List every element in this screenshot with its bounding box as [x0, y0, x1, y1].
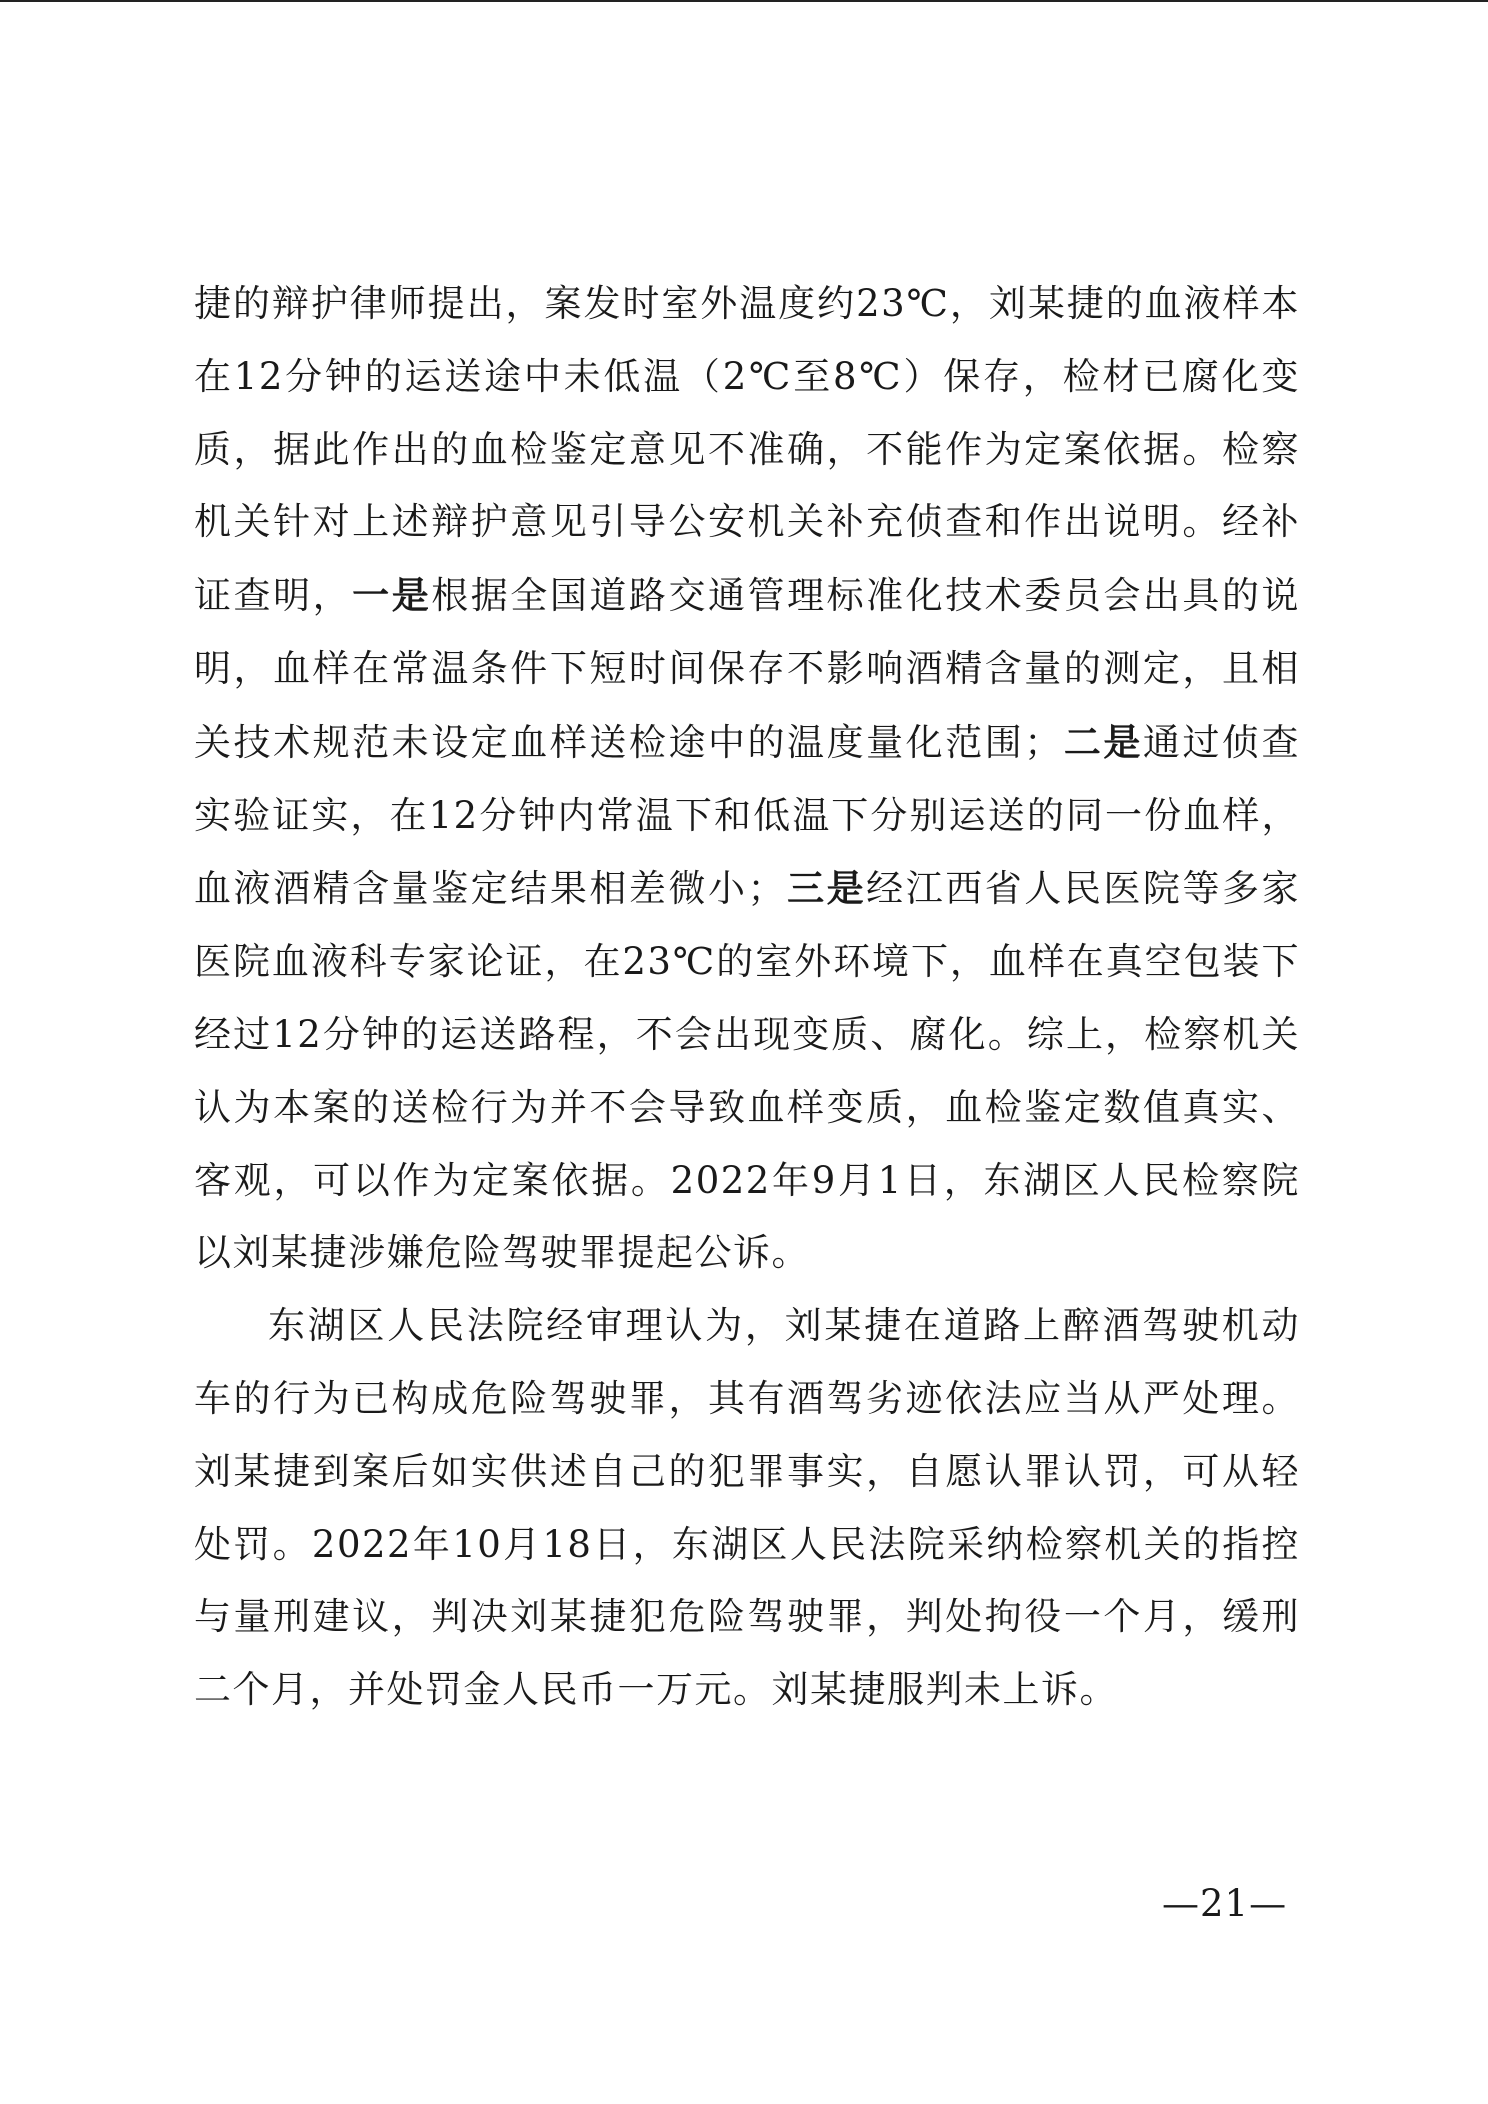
paragraph-continuation	[194, 268, 1300, 1290]
page-number: —21—	[1162, 1882, 1288, 1925]
paragraph-court-ruling: 东湖区人民法院经审理认为，刘某捷在道路上醉酒驾驶机动车的行为已构成危险驾驶罪，其有酒驾劣迹依法应当从严处理。刘某捷到案后如实供述自己的犯罪事实，自愿认罪认罚，可从轻处罚。2022年10月18日，东湖区人民法院采纳检察机关的指控与量刑建议，判决刘某捷犯危险驾驶罪，判处拘役一个月，缓刑二个月，并处罚金人民币一万元。刘某捷服判未上诉。	[194, 1304, 1300, 1712]
point-one-label: 一是	[352, 573, 432, 618]
point-three-label: 三是	[786, 866, 867, 911]
paragraph-1-text-c: 通过侦查实验证实，在12分钟内常温下和低温下分别运送的同一份血样，血液酒精含量鉴定结果相差微小；	[194, 720, 1301, 911]
body-text	[194, 268, 1300, 1727]
point-two-label: 二是	[1062, 719, 1143, 764]
paragraph-1-text-a: 捷的辩护律师提出，案发时室外温度约23℃，刘某捷的血液样本在12分钟的运送途中未低温（2℃至8℃）保存，检材已腐化变质，据此作出的血检鉴定意见不准确，不能作为定案依据。检察机关针对上述辩护意见引导公安机关补充侦查和作出说明。经补证查明，	[194, 282, 1300, 618]
paragraph-1-text-d: 经江西省人民医院等多家医院血液科专家论证，在23℃的室外环境下，血样在真空包装下经过12分钟的运送路程，不会出现变质、腐化。综上，检察机关认为本案的送检行为并不会导致血样变质，血检鉴定数值真实、客观，可以作为定案依据。2022年9月1日，东湖区人民检察院以刘某捷涉嫌危险驾驶罪提起公诉。	[194, 867, 1301, 1275]
top-border-line	[0, 0, 1488, 2]
paragraph-1-text-b: 根据全国道路交通管理标准化技术委员会出具的说明，血样在常温条件下短时间保存不影响酒精含量的测定，且相关技术规范未设定血样送检途中的温度量化范围；	[194, 574, 1301, 764]
